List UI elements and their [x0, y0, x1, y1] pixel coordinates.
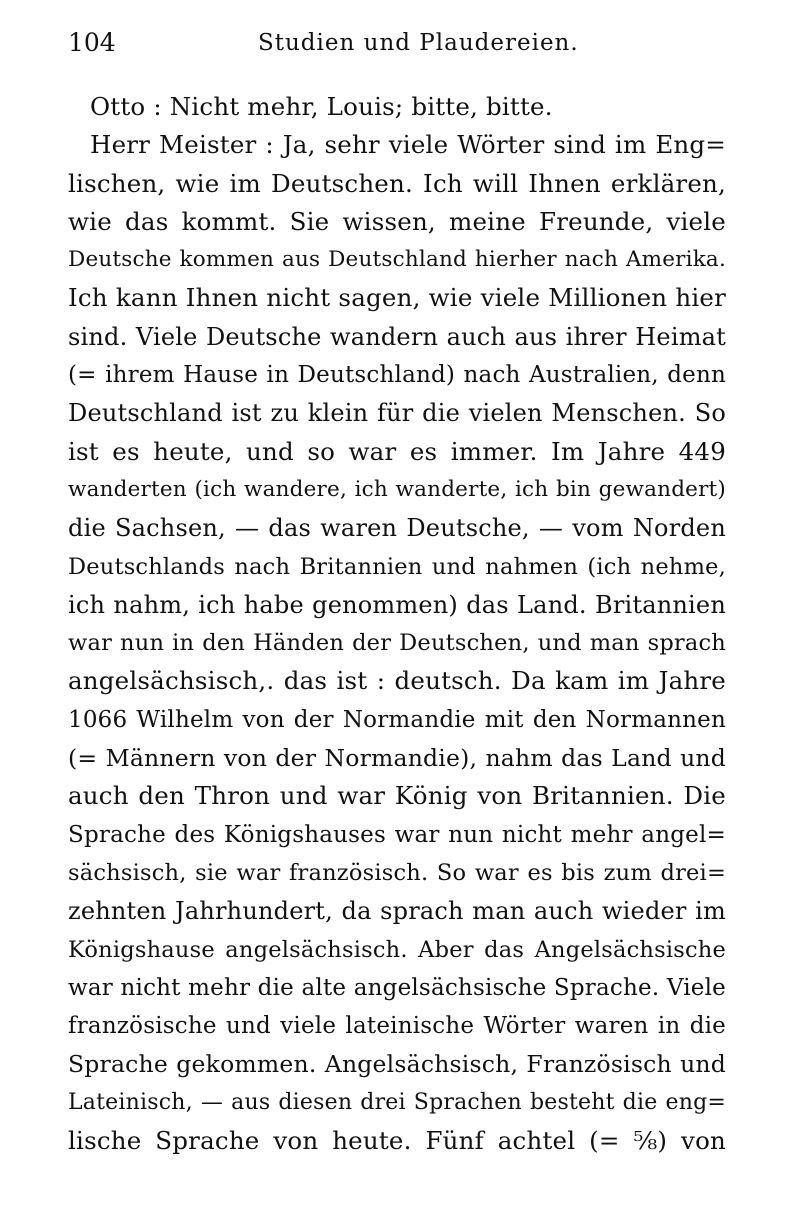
- page-number: 104: [68, 28, 116, 57]
- text-line: Königshause angelsächsisch. Aber das Angelsächsische: [68, 936, 726, 963]
- text-line: ist es heute, und so war es immer. Im Jahre 449: [68, 436, 726, 466]
- text-line: Otto : Nicht mehr, Louis; bitte, bitte.: [90, 92, 553, 121]
- text-line: Sprache gekommen. Angelsächsisch, Französisch und: [68, 1050, 726, 1079]
- text-line: lische Sprache von heute. Fünf achtel (= ⅝) von: [68, 1126, 726, 1156]
- text-line: französische und viele lateinische Wörter waren in die: [68, 1013, 726, 1040]
- text-line: Sprache des Königshauses war nun nicht mehr angel=: [68, 821, 726, 848]
- text-line: Ich kann Ihnen nicht sagen, wie viele Millionen hier: [68, 283, 726, 313]
- text-line: angelsächsisch,. das ist : deutsch. Da kam im Jahre: [68, 666, 726, 696]
- text-line: wanderten (ich wandere, ich wanderte, ich bin gewandert): [68, 476, 726, 502]
- text-line: war nicht mehr die alte angelsächsische Sprache. Viele: [68, 974, 726, 1001]
- text-line: ich nahm, ich habe genommen) das Land. Britannien: [68, 590, 726, 619]
- text-line: (= Männern von der Normandie), nahm das Land und: [68, 744, 726, 773]
- text-line: (= ihrem Hause in Deutschland) nach Australien, denn: [68, 362, 726, 389]
- text-line: Deutschland ist zu klein für die vielen Menschen. So: [68, 399, 726, 428]
- text-line: Deutschlands nach Britannien und nahmen (ich nehme,: [68, 553, 726, 580]
- text-line: Deutsche kommen aus Deutschland hierher nach Amerika.: [68, 247, 726, 273]
- text-line: war nun in den Händen der Deutschen, und man sprach: [68, 630, 726, 657]
- page-header: [68, 28, 728, 64]
- text-line: sächsisch, sie war französisch. So war es bis zum drei=: [68, 859, 726, 886]
- text-line: Herr Meister : Ja, sehr viele Wörter sind im Eng=: [90, 130, 726, 160]
- body-text: [68, 88, 726, 1160]
- text-line: sind. Viele Deutsche wandern auch aus ihrer Heimat: [68, 322, 726, 351]
- text-line: Lateinisch, — aus diesen drei Sprachen besteht die eng=: [68, 1089, 726, 1115]
- text-line: zehnten Jahrhundert, da sprach man auch wieder im: [68, 897, 726, 926]
- text-line: auch den Thron und war König von Britannien. Die: [68, 781, 726, 811]
- text-line: 1066 Wilhelm von der Normandie mit den Normannen: [68, 706, 726, 733]
- running-title: Studien und Plaudereien.: [258, 30, 579, 56]
- text-line: lischen, wie im Deutschen. Ich will Ihnen erklären,: [68, 168, 726, 198]
- text-line: die Sachsen, — das waren Deutsche, — vom Norden: [68, 514, 726, 543]
- text-line: wie das kommt. Sie wissen, meine Freunde, viele: [68, 206, 726, 236]
